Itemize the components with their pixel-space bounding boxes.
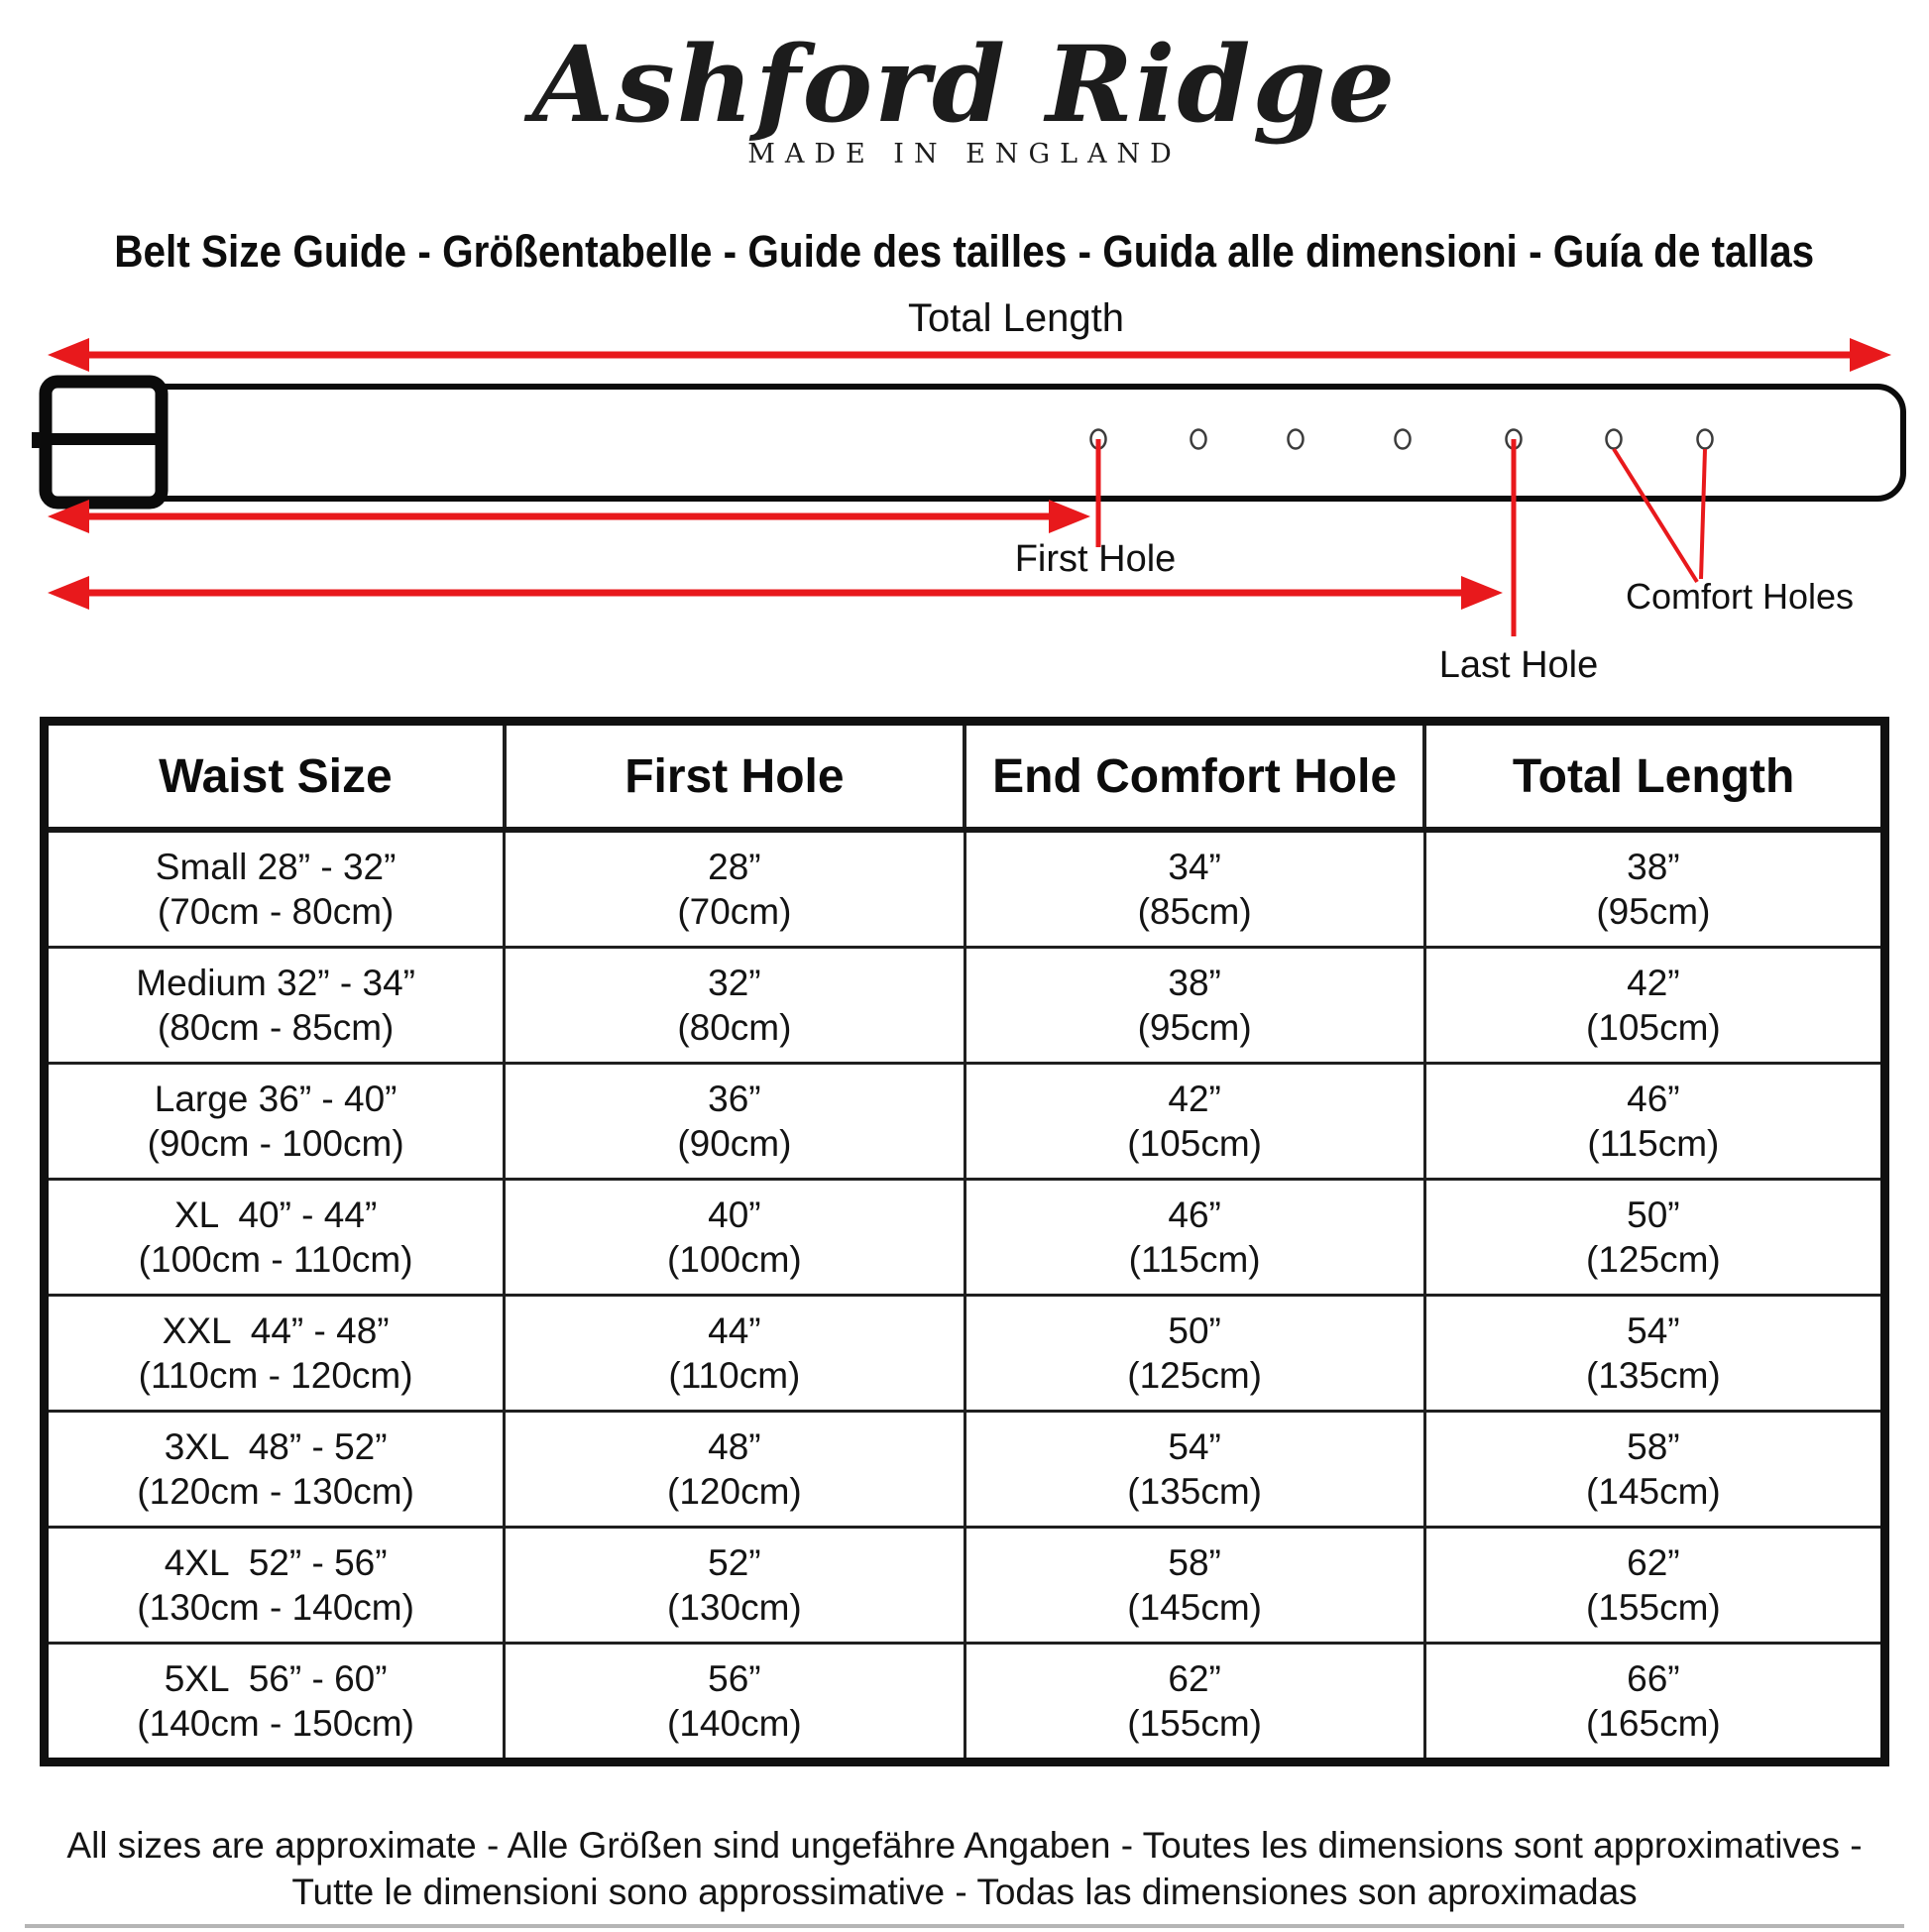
belt-hole [1396,430,1411,449]
footer-note [0,1822,1929,1915]
table-cell: XL 40” - 44” (100cm - 110cm) [45,1180,505,1296]
bottom-divider [25,1924,1904,1928]
table-cell: 44” (110cm) [505,1296,964,1412]
belt-buckle [32,382,162,503]
comfort-holes-label: Comfort Holes [1625,576,1855,617]
table-cell: 32” (80cm) [505,948,964,1064]
table-cell: 36” (90cm) [505,1064,964,1180]
belt-hole [1191,430,1206,449]
belt-hole [1698,430,1713,449]
table-cell: 38” (95cm) [964,948,1424,1064]
table-cell: 66” (165cm) [1424,1644,1884,1762]
table-row [45,830,1885,948]
header-end-comfort-hole: End Comfort Hole [964,722,1424,831]
table-cell: 56” (140cm) [505,1644,964,1762]
table-row [45,1412,1885,1528]
table-cell: 42” (105cm) [964,1064,1424,1180]
table-cell: 5XL 56” - 60” (140cm - 150cm) [45,1644,505,1762]
footer-line-2: Tutte le dimensioni sono approssimative - Todas las dimensiones son aproximadas [291,1872,1638,1912]
title-row [0,226,1929,278]
table-row [45,1064,1885,1180]
size-table-header [45,722,1885,831]
table-cell: 28” (70cm) [505,830,964,948]
total-length-arrow [48,338,1891,372]
brand-name: Ashford Ridge [531,22,1398,146]
last-hole-label: Last Hole [1438,644,1599,686]
header-total-length: Total Length [1424,722,1884,831]
table-cell: 38” (95cm) [1424,830,1884,948]
table-row [45,948,1885,1064]
belt-diagram [0,287,1929,716]
table-row [45,1296,1885,1412]
table-cell: 58” (145cm) [1424,1412,1884,1528]
size-table-body [45,830,1885,1762]
table-row [45,1644,1885,1762]
table-row [45,1528,1885,1644]
table-cell: 62” (155cm) [964,1644,1424,1762]
table-cell: 34” (85cm) [964,830,1424,948]
table-cell: 54” (135cm) [1424,1296,1884,1412]
table-cell: 54” (135cm) [964,1412,1424,1528]
table-cell: 3XL 48” - 52” (120cm - 130cm) [45,1412,505,1528]
total-length-label: Total Length [908,296,1124,340]
table-cell: 4XL 52” - 56” (130cm - 140cm) [45,1528,505,1644]
header-waist-size: Waist Size [45,722,505,831]
belt-hole [1289,430,1304,449]
table-cell: 46” (115cm) [964,1180,1424,1296]
table-cell: XXL 44” - 48” (110cm - 120cm) [45,1296,505,1412]
table-cell: 40” (100cm) [505,1180,964,1296]
brand-tagline: MADE IN ENGLAND [747,139,1182,170]
table-cell: 50” (125cm) [1424,1180,1884,1296]
table-cell: Medium 32” - 34” (80cm - 85cm) [45,948,505,1064]
table-cell: 58” (145cm) [964,1528,1424,1644]
table-cell: 52” (130cm) [505,1528,964,1644]
size-table [40,717,1889,1766]
table-cell: 62” (155cm) [1424,1528,1884,1644]
header-first-hole: First Hole [505,722,964,831]
footer-line-1: All sizes are approximate - Alle Größen sind ungefähre Angaben - Toutes les dimensions sont approximatives - [66,1825,1863,1866]
table-cell: Small 28” - 32” (70cm - 80cm) [45,830,505,948]
belt-hole [1607,430,1622,449]
table-row [45,1180,1885,1296]
table-cell: Large 36” - 40” (90cm - 100cm) [45,1064,505,1180]
table-cell: 42” (105cm) [1424,948,1884,1064]
brand-logo [0,16,1929,170]
first-hole-label: First Hole [1014,538,1177,580]
table-cell: 46” (115cm) [1424,1064,1884,1180]
table-cell: 48” (120cm) [505,1412,964,1528]
table-cell: 50” (125cm) [964,1296,1424,1412]
page-title: Belt Size Guide - Größentabelle - Guide des tailles - Guida alle dimensioni - Guía de tallas [114,226,1815,277]
